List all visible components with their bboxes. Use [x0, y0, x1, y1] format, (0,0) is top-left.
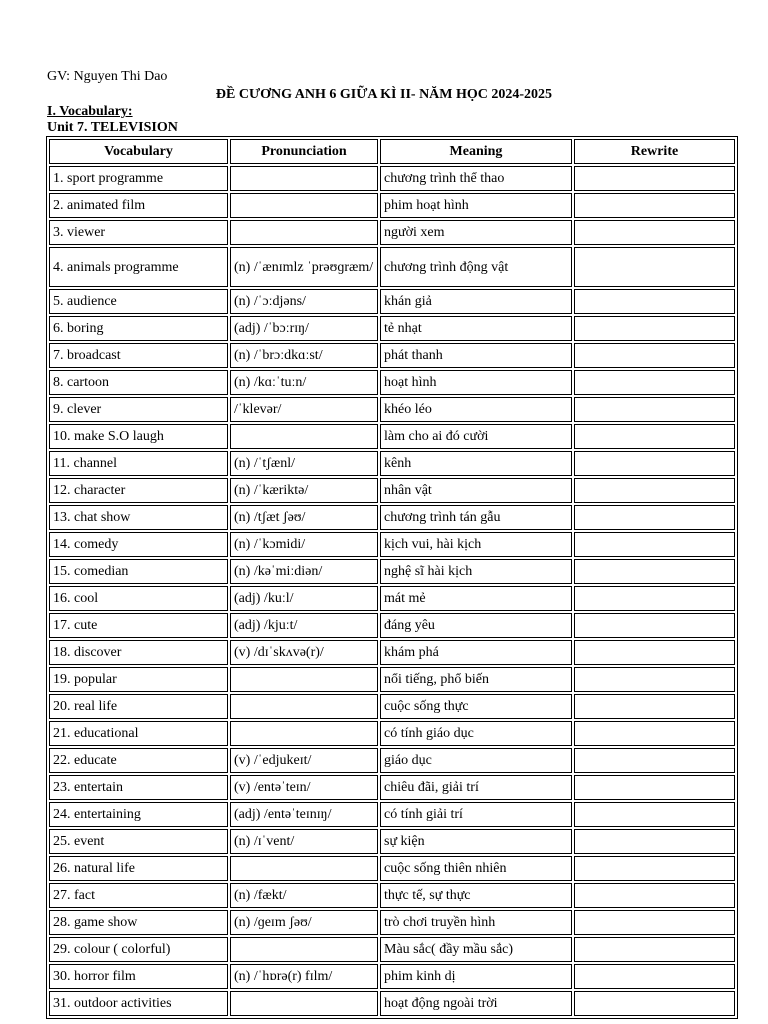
rewrite-cell[interactable] [574, 748, 735, 773]
meaning-cell: phát thanh [380, 343, 572, 368]
teacher-name: GV: Nguyen Thi Dao [47, 69, 168, 84]
section-heading: I. Vocabulary: [47, 104, 133, 119]
meaning-cell: thực tế, sự thực [380, 883, 572, 908]
table-row [49, 721, 735, 746]
vocabulary-cell: 7. broadcast [49, 343, 228, 368]
meaning-cell: đáng yêu [380, 613, 572, 638]
table-row [49, 370, 735, 395]
rewrite-cell[interactable] [574, 370, 735, 395]
rewrite-cell[interactable] [574, 775, 735, 800]
table-row [49, 505, 735, 530]
table-row [49, 964, 735, 989]
pronunciation-cell: (adj) /kuːl/ [230, 586, 378, 611]
meaning-cell: hoạt động ngoài trời [380, 991, 572, 1016]
table-header-row [49, 139, 735, 164]
table-row [49, 694, 735, 719]
vocabulary-cell: 13. chat show [49, 505, 228, 530]
rewrite-cell[interactable] [574, 586, 735, 611]
rewrite-cell[interactable] [574, 166, 735, 191]
vocabulary-cell: 1. sport programme [49, 166, 228, 191]
pronunciation-cell: (n) /fækt/ [230, 883, 378, 908]
pronunciation-cell [230, 667, 378, 692]
vocabulary-cell: 5. audience [49, 289, 228, 314]
meaning-cell: khéo léo [380, 397, 572, 422]
meaning-cell: trò chơi truyền hình [380, 910, 572, 935]
rewrite-cell[interactable] [574, 397, 735, 422]
vocabulary-cell: 26. natural life [49, 856, 228, 881]
table-row [49, 667, 735, 692]
vocabulary-cell: 12. character [49, 478, 228, 503]
document-title: ĐỀ CƯƠNG ANH 6 GIỮA KÌ II- NĂM HỌC 2024-2025 [215, 87, 553, 102]
rewrite-cell[interactable] [574, 289, 735, 314]
meaning-cell: Màu sắc( đầy mầu sắc) [380, 937, 572, 962]
meaning-cell: chương trình tán gẫu [380, 505, 572, 530]
table-row [49, 343, 735, 368]
vocabulary-cell: 19. popular [49, 667, 228, 692]
vocabulary-cell: 9. clever [49, 397, 228, 422]
meaning-cell: tẻ nhạt [380, 316, 572, 341]
meaning-cell: có tính giáo dục [380, 721, 572, 746]
pronunciation-cell [230, 991, 378, 1016]
meaning-cell: khán giả [380, 289, 572, 314]
table-row [49, 532, 735, 557]
pronunciation-cell: (adj) /entəˈteɪnɪŋ/ [230, 802, 378, 827]
rewrite-cell[interactable] [574, 937, 735, 962]
pronunciation-cell [230, 220, 378, 245]
meaning-cell: phim kinh dị [380, 964, 572, 989]
pronunciation-cell: (v) /entəˈteɪn/ [230, 775, 378, 800]
meaning-cell: phim hoạt hình [380, 193, 572, 218]
vocabulary-cell: 6. boring [49, 316, 228, 341]
header-pronunciation: Pronunciation [230, 139, 378, 164]
pronunciation-cell: (n) /ˈbrɔːdkɑːst/ [230, 343, 378, 368]
rewrite-cell[interactable] [574, 964, 735, 989]
header-vocabulary: Vocabulary [49, 139, 228, 164]
meaning-cell: làm cho ai đó cười [380, 424, 572, 449]
rewrite-cell[interactable] [574, 532, 735, 557]
table-row [49, 748, 735, 773]
meaning-cell: nổi tiếng, phổ biến [380, 667, 572, 692]
pronunciation-cell: /ˈklevər/ [230, 397, 378, 422]
pronunciation-cell: (n) /ɪˈvent/ [230, 829, 378, 854]
rewrite-cell[interactable] [574, 991, 735, 1016]
meaning-cell: chương trình động vật [380, 247, 572, 287]
pronunciation-cell: (n) /kəˈmiːdiən/ [230, 559, 378, 584]
vocabulary-cell: 17. cute [49, 613, 228, 638]
table-row [49, 910, 735, 935]
table-row [49, 397, 735, 422]
table-row [49, 613, 735, 638]
unit-heading: Unit 7. TELEVISION [47, 120, 178, 135]
pronunciation-cell: (n) /ˈhɒrə(r) fɪlm/ [230, 964, 378, 989]
vocabulary-cell: 23. entertain [49, 775, 228, 800]
vocabulary-cell: 21. educational [49, 721, 228, 746]
table-body [49, 166, 735, 1016]
pronunciation-cell [230, 721, 378, 746]
pronunciation-cell: (n) /ˈkæriktə/ [230, 478, 378, 503]
vocabulary-cell: 3. viewer [49, 220, 228, 245]
table-row [49, 775, 735, 800]
pronunciation-cell: (adj) /ˈbɔːrɪŋ/ [230, 316, 378, 341]
rewrite-cell[interactable] [574, 316, 735, 341]
pronunciation-cell: (n) /ˈkɔmidi/ [230, 532, 378, 557]
rewrite-cell[interactable] [574, 247, 735, 287]
pronunciation-cell [230, 193, 378, 218]
meaning-cell: kịch vui, hài kịch [380, 532, 572, 557]
rewrite-cell[interactable] [574, 505, 735, 530]
vocabulary-cell: 29. colour ( colorful) [49, 937, 228, 962]
meaning-cell: sự kiện [380, 829, 572, 854]
meaning-cell: có tính giải trí [380, 802, 572, 827]
pronunciation-cell [230, 856, 378, 881]
rewrite-cell[interactable] [574, 721, 735, 746]
table-row [49, 991, 735, 1016]
pronunciation-cell: (n) /ˈtʃænl/ [230, 451, 378, 476]
vocabulary-cell: 4. animals programme [49, 247, 228, 287]
table-row [49, 247, 735, 287]
rewrite-cell[interactable] [574, 478, 735, 503]
vocabulary-table [46, 136, 738, 1019]
table-row [49, 220, 735, 245]
meaning-cell: khám phá [380, 640, 572, 665]
table-row [49, 166, 735, 191]
vocabulary-cell: 28. game show [49, 910, 228, 935]
rewrite-cell[interactable] [574, 343, 735, 368]
pronunciation-cell [230, 937, 378, 962]
meaning-cell: mát mẻ [380, 586, 572, 611]
table-row [49, 451, 735, 476]
table-row [49, 424, 735, 449]
meaning-cell: giáo dục [380, 748, 572, 773]
vocabulary-cell: 11. channel [49, 451, 228, 476]
pronunciation-cell: (v) /ˈedjukeɪt/ [230, 748, 378, 773]
rewrite-cell[interactable] [574, 451, 735, 476]
table-row [49, 559, 735, 584]
vocabulary-cell: 15. comedian [49, 559, 228, 584]
pronunciation-cell: (v) /dɪˈskʌvə(r)/ [230, 640, 378, 665]
table-row [49, 883, 735, 908]
meaning-cell: chiêu đãi, giải trí [380, 775, 572, 800]
pronunciation-cell: (n) /ˈɔːdjəns/ [230, 289, 378, 314]
pronunciation-cell: (n) /kɑːˈtuːn/ [230, 370, 378, 395]
vocabulary-cell: 20. real life [49, 694, 228, 719]
table-row [49, 937, 735, 962]
vocabulary-cell: 31. outdoor activities [49, 991, 228, 1016]
pronunciation-cell: (n) /ˈænɪmlz ˈprəʊɡræm/ [230, 247, 378, 287]
rewrite-cell[interactable] [574, 640, 735, 665]
meaning-cell: cuộc sống thực [380, 694, 572, 719]
table-row [49, 193, 735, 218]
pronunciation-cell: (adj) /kjuːt/ [230, 613, 378, 638]
rewrite-cell[interactable] [574, 883, 735, 908]
rewrite-cell[interactable] [574, 559, 735, 584]
meaning-cell: cuộc sống thiên nhiên [380, 856, 572, 881]
rewrite-cell[interactable] [574, 694, 735, 719]
vocabulary-cell: 25. event [49, 829, 228, 854]
meaning-cell: nghệ sĩ hài kịch [380, 559, 572, 584]
vocabulary-cell: 22. educate [49, 748, 228, 773]
vocabulary-cell: 18. discover [49, 640, 228, 665]
rewrite-cell[interactable] [574, 667, 735, 692]
rewrite-cell[interactable] [574, 856, 735, 881]
header-rewrite: Rewrite [574, 139, 735, 164]
rewrite-cell[interactable] [574, 424, 735, 449]
meaning-cell: nhân vật [380, 478, 572, 503]
rewrite-cell[interactable] [574, 193, 735, 218]
vocabulary-cell: 8. cartoon [49, 370, 228, 395]
meaning-cell: hoạt hình [380, 370, 572, 395]
meaning-cell: kênh [380, 451, 572, 476]
rewrite-cell[interactable] [574, 829, 735, 854]
table-row [49, 478, 735, 503]
meaning-cell: chương trình thể thao [380, 166, 572, 191]
vocabulary-cell: 27. fact [49, 883, 228, 908]
vocabulary-cell: 30. horror film [49, 964, 228, 989]
vocabulary-cell: 14. comedy [49, 532, 228, 557]
pronunciation-cell [230, 424, 378, 449]
pronunciation-cell: (n) /ɡeɪm ʃəʊ/ [230, 910, 378, 935]
table-row [49, 289, 735, 314]
vocabulary-cell: 16. cool [49, 586, 228, 611]
vocabulary-cell: 10. make S.O laugh [49, 424, 228, 449]
table-row [49, 856, 735, 881]
table-row [49, 802, 735, 827]
pronunciation-cell [230, 694, 378, 719]
rewrite-cell[interactable] [574, 910, 735, 935]
table-row [49, 586, 735, 611]
rewrite-cell[interactable] [574, 220, 735, 245]
header-meaning: Meaning [380, 139, 572, 164]
vocabulary-cell: 24. entertaining [49, 802, 228, 827]
pronunciation-cell [230, 166, 378, 191]
vocabulary-cell: 2. animated film [49, 193, 228, 218]
table-row [49, 829, 735, 854]
table-row [49, 640, 735, 665]
meaning-cell: người xem [380, 220, 572, 245]
rewrite-cell[interactable] [574, 613, 735, 638]
table-row [49, 316, 735, 341]
pronunciation-cell: (n) /tʃæt ʃəʊ/ [230, 505, 378, 530]
rewrite-cell[interactable] [574, 802, 735, 827]
